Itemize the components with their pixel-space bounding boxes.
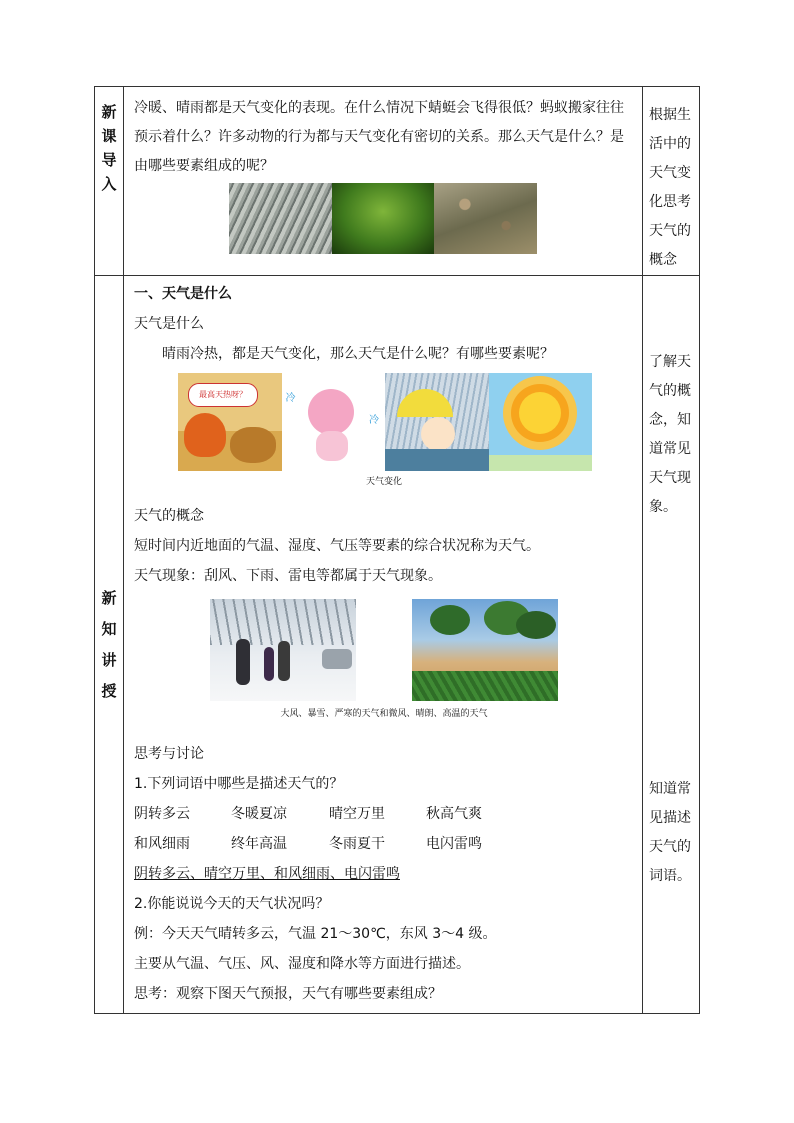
word-item: 电闪雷鸣 [426, 836, 482, 852]
dragonfly-photo [332, 183, 435, 254]
rain-photo [229, 183, 332, 254]
section-heading: 一、天气是什么 [134, 286, 232, 302]
pedestrian-icon [278, 641, 290, 681]
note-line: 天气的 [649, 223, 691, 239]
concept-text: 短时间内近地面的气温、湿度、气压等要素的综合状况称为天气。 [134, 538, 540, 554]
note-line: 概念 [649, 252, 677, 268]
cold-cartoon [282, 373, 386, 471]
child-icon [421, 417, 455, 451]
rain-cartoon [385, 373, 489, 471]
label-char: 授 [101, 681, 117, 700]
speech-bubble [188, 383, 258, 407]
question-text: 晴雨冷热，都是天气变化，那么天气是什么呢？有哪些要素呢？ [162, 346, 554, 362]
note-line: 活中的 [649, 136, 691, 152]
weather-caption: 天气变化 [365, 477, 402, 487]
lesson-content-cell [124, 276, 643, 1014]
cold-label-text: 冷 [285, 393, 296, 404]
note-line: 化思考 [649, 194, 691, 210]
weather-cartoons [178, 373, 592, 471]
cold-character-icon [308, 389, 354, 435]
cold-character-body-icon [316, 431, 348, 461]
lesson-note-cell [643, 276, 700, 1014]
discussion-title: 思考与讨论 [134, 746, 204, 762]
intro-note-cell [643, 87, 700, 276]
question-2: 2.你能说说今天的天气状况吗？ [134, 896, 330, 912]
lesson-note-2 [643, 522, 699, 891]
label-char: 新 [101, 103, 117, 121]
lesson-row [95, 276, 700, 1014]
umbrella-icon [397, 389, 453, 417]
palm-tree-icon [430, 605, 470, 635]
intro-note [643, 87, 699, 275]
label-char: 知 [101, 619, 117, 638]
word-item: 秋高气爽 [426, 806, 482, 822]
word-item: 冬雨夏干 [329, 836, 385, 852]
lesson-note-1 [643, 276, 699, 522]
cold-label-text: 冷 [369, 415, 379, 426]
note-line: 天气的 [649, 839, 691, 855]
label-char: 入 [101, 175, 117, 193]
intro-label-cell [95, 87, 124, 276]
ants-photo [434, 183, 537, 254]
bubble-text: 最高天热呀？ [199, 390, 247, 399]
sun-ground [489, 455, 593, 471]
word-item: 和风细雨 [134, 836, 190, 852]
cold-label [286, 393, 296, 405]
intro-content-cell [124, 87, 643, 276]
concept-title: 天气的概念 [134, 508, 204, 524]
pedestrian-icon [236, 639, 250, 685]
snowstorm-photo [210, 599, 356, 701]
sun-face-icon [519, 392, 561, 434]
label-char: 导 [101, 151, 117, 169]
sun-cartoon [489, 373, 593, 471]
word-item: 晴空万里 [329, 806, 385, 822]
hot-cartoon [178, 373, 282, 471]
note-line: 象。 [649, 499, 677, 515]
intro-row [95, 87, 700, 276]
lesson-label [95, 583, 123, 707]
word-item: 终年高温 [231, 836, 287, 852]
intro-text: 冷暖、晴雨都是天气变化的表现。在什么情况下蜻蜓会飞得很低？蚂蚁搬家往往预示着什么？许多动物的行为都与天气变化有密切的关系。那么天气是什么？是由哪些要素组成的呢？ [134, 100, 624, 174]
word-item: 冬暖夏凉 [231, 806, 287, 822]
cold-label-right [369, 415, 379, 427]
subheading: 天气是什么 [134, 316, 204, 332]
label-char: 讲 [101, 650, 117, 669]
squirrel-icon [184, 413, 226, 457]
note-line: 根据生 [649, 107, 691, 123]
shrubs [412, 671, 558, 701]
label-char: 新 [101, 588, 117, 607]
intro-label [95, 87, 123, 196]
note-line: 了解天 [649, 354, 691, 370]
intro-photo-strip [229, 183, 537, 254]
note-line: 见描述 [649, 810, 691, 826]
example-text: 例：今天天气晴转多云，气温 21～30℃，东风 3～4 级。 [134, 926, 497, 942]
lesson-label-cell [95, 276, 124, 1014]
pedestrian-icon [264, 647, 274, 681]
palm-tree-icon [516, 611, 556, 639]
think-text: 思考：观察下图天气预报，天气有哪些要素组成？ [134, 986, 442, 1002]
note-line: 念，知 [649, 412, 691, 428]
note-line: 天气现 [649, 470, 691, 486]
label-char: 课 [101, 127, 117, 145]
dog-icon [230, 427, 276, 463]
lesson-plan-table [94, 86, 700, 1014]
note-line: 气的概 [649, 383, 691, 399]
note-line: 道常见 [649, 441, 691, 457]
phenomena-text: 天气现象：刮风、下雨、雷电等都属于天气现象。 [134, 568, 442, 584]
answer-1: 阴转多云、晴空万里、和风细雨、电闪雷鸣 [134, 866, 400, 882]
sea-ground [385, 449, 489, 471]
question-1: 1.下列词语中哪些是描述天气的？ [134, 776, 344, 792]
word-item: 阴转多云 [134, 806, 190, 822]
note-line: 词语。 [649, 868, 691, 884]
snowy-trees [210, 599, 356, 645]
weather-words [134, 799, 634, 859]
weather-photos [210, 599, 558, 701]
aspects-text: 主要从气温、气压、风、湿度和降水等方面进行描述。 [134, 956, 470, 972]
note-line: 知道常 [649, 781, 691, 797]
weather-photos-caption: 大风、暴雪、严寒的天气和微风、晴朗、高温的天气 [280, 709, 488, 719]
note-line: 天气变 [649, 165, 691, 181]
palm-trees-photo [412, 599, 558, 701]
car-icon [322, 649, 352, 669]
